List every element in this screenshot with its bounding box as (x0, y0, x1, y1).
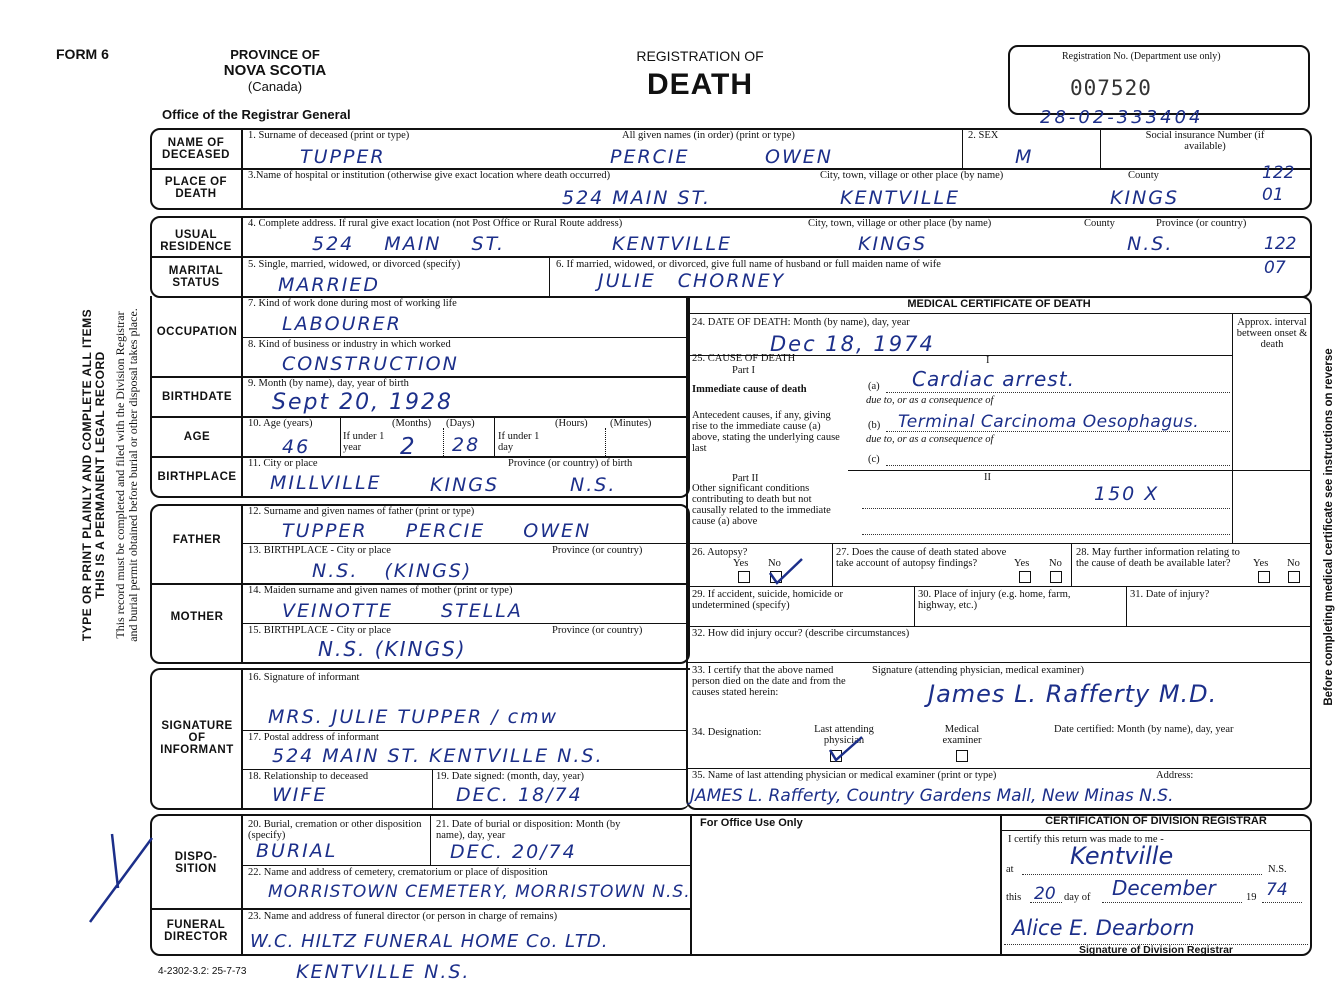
label-father: 12. Surname and given names of father (print or type) (248, 506, 475, 517)
label-roman1: I (986, 355, 990, 366)
value-birth-province: N.S. (570, 474, 617, 496)
side-text-legal-1: THIS IS A PERMANENT LEGAL RECORD (93, 351, 107, 599)
label-work: 7. Kind of work done during most of working life (248, 298, 457, 309)
value-cause-a: Cardiac arrest. (912, 367, 1075, 391)
value-birth-county: KINGS (430, 474, 500, 496)
section-father: FATHER (172, 534, 222, 546)
value-part2: 150 X (1094, 483, 1160, 505)
label-burial: 20. Burial, cremation or other disposition (specify) (248, 819, 422, 841)
side-text-permit (126, 175, 140, 775)
value-industry: CONSTRUCTION (282, 353, 459, 375)
label-registrar-signature: Signature of Division Registrar (1078, 944, 1234, 956)
label-findings-no: No (1049, 558, 1062, 569)
label-under-day: If under 1 day (498, 431, 540, 453)
checkbox-further-no[interactable] (1288, 571, 1300, 583)
label-date-signed: 19. Date signed: (month, day, year) (436, 771, 585, 782)
label-hours: (Hours) (555, 418, 588, 429)
value-marital: MARRIED (278, 274, 381, 296)
label-days: (Days) (446, 418, 475, 429)
label-months: (Months) (392, 418, 432, 429)
label-physician-address: Address: (1156, 770, 1194, 781)
label-res-province: Province (or country) (1156, 218, 1247, 229)
label-registrar-day-of: day of (1064, 892, 1091, 903)
label-accident: 29. If accident, suicide, homicide or undetermined (specify) (692, 589, 844, 611)
value-cause-b: Terminal Carcinoma Oesophagus. (898, 412, 1200, 432)
value-physician-name: JAMES L. Rafferty, Country Gardens Mall, New Minas N.S. (690, 786, 1174, 806)
province-line1: PROVINCE OF (230, 47, 320, 62)
section-funeral-director: FUNERAL DIRECTOR (164, 919, 228, 943)
label-date-injury: 31. Date of injury? (1130, 589, 1210, 600)
section-marital-status: MARITAL STATUS (168, 265, 224, 289)
side-text-right-1: Before completing medical certificate see instructions on reverse (1323, 348, 1335, 706)
value-date-signed: DEC. 18/74 (456, 784, 583, 806)
value-occupation: LABOURER (282, 313, 402, 335)
label-father-birthplace: 13. BIRTHPLACE - City or place (248, 545, 391, 556)
label-cause-c: (c) (868, 454, 880, 465)
label-spouse: 6. If married, widowed, or divorced, give full name of husband or full maiden name of wife (556, 259, 941, 270)
side-text-permit-1: and burial permit obtained before burial or other disposal takes place. (126, 308, 140, 642)
label-findings-yes: Yes (1014, 558, 1030, 569)
section-signature-informant: SIGNATURE OF INFORMANT (160, 720, 234, 756)
label-immediate: Immediate cause of death (692, 384, 807, 395)
label-injury-how: 32. How did injury occur? (describe circumstances) (692, 628, 910, 639)
label-registrar-year-prefix: 19 (1246, 892, 1257, 903)
label-relationship: 18. Relationship to deceased (248, 771, 369, 782)
label-further-info: 28. May further information relating to the cause of death be available later? (1076, 547, 1240, 569)
value-funeral: W.C. HILTZ FUNERAL HOME Co. LTD. (250, 931, 609, 952)
label-autopsy-findings: 27. Does the cause of death stated above take account of autopsy findings? (836, 547, 1007, 569)
office-use-label: For Office Use Only (700, 817, 803, 829)
value-res-city: KENTVILLE (612, 233, 733, 255)
label-sin: Social insurance Number (if available) (1145, 130, 1265, 152)
side-text-right (1323, 217, 1337, 837)
registrar-cert-title: CERTIFICATION OF DIVISION REGISTRAR (1045, 815, 1267, 827)
value-registrar-at: Kentville (1070, 842, 1174, 870)
label-interval: Approx. interval between onset & death (1236, 317, 1308, 350)
label-due-to-2: due to, or as a consequence of (866, 434, 994, 445)
label-cause: 25. CAUSE OF DEATH (692, 353, 796, 364)
label-registrar-this: this (1006, 892, 1022, 903)
section-birthplace: BIRTHPLACE (157, 471, 237, 483)
value-relationship: WIFE (272, 784, 328, 806)
value-physician-signature: James L. Rafferty M.D. (928, 680, 1218, 708)
section-mother: MOTHER (170, 611, 224, 623)
registration-number: 007520 (1070, 76, 1152, 100)
province-block (200, 47, 350, 94)
medical-title: MEDICAL CERTIFICATE OF DEATH (907, 298, 1091, 310)
label-medical-examiner: Medical examiner (942, 724, 982, 746)
form-code: 4-2302-3.2: 25-7-73 (158, 966, 247, 977)
section-age: AGE (183, 431, 211, 443)
label-autopsy: 26. Autopsy? (692, 547, 748, 558)
label-further-yes: Yes (1253, 558, 1269, 569)
label-last-attending: Last attending physician (814, 724, 874, 746)
label-place-injury: 30. Place of injury (e.g. home, farm, highway, etc.) (918, 589, 1071, 611)
handwritten-registration-number: 28-02-333404 (1040, 107, 1204, 128)
label-physician-signature: Signature (attending physician, medical examiner) (872, 665, 1084, 676)
label-physician-name: 35. Name of last attending physician or medical examiner (print or type) (692, 770, 997, 781)
value-place-city: KENTVILLE (840, 187, 961, 209)
label-place-county: County (1128, 170, 1159, 181)
value-registrar-signature: Alice E. Dearborn (1012, 916, 1195, 940)
value-code-residence: 122 07 (1264, 234, 1297, 278)
label-res-city: City, town, village or other place (by name) (808, 218, 992, 229)
check-mark-icon (766, 556, 806, 586)
check-mark-icon (826, 734, 866, 764)
label-place-city: City, town, village or other place (by name) (820, 170, 1004, 181)
value-death-date: Dec 18, 1974 (770, 332, 935, 356)
label-surname: 1. Surname of deceased (print or type) (248, 130, 410, 141)
checkbox-findings-yes[interactable] (1019, 571, 1031, 583)
side-text-legal (93, 175, 107, 775)
label-mother: 14. Maiden surname and given names of mother (print or type) (248, 585, 513, 596)
label-res-county: County (1084, 218, 1115, 229)
value-mother: VEINOTTE STELLA (282, 600, 523, 622)
label-roman2: II (984, 472, 991, 483)
label-given-names: All given names (in order) (print or type) (622, 130, 795, 141)
value-burial-date: DEC. 20/74 (450, 841, 577, 863)
value-funeral-city: KENTVILLE N.S. (296, 961, 471, 983)
label-minutes: (Minutes) (610, 418, 652, 429)
label-registrar-ns: N.S. (1268, 864, 1287, 875)
side-text-print-1: TYPE OR PRINT PLAINLY AND COMPLETE ALL ITEMS (80, 308, 94, 642)
value-res-province: N.S. (1127, 233, 1174, 255)
checkbox-medical-examiner[interactable] (956, 750, 968, 762)
label-autopsy-no: No (768, 558, 781, 569)
value-place-street: 524 MAIN ST. (562, 187, 712, 209)
value-res-street: 524 MAIN ST. (312, 233, 506, 255)
label-registrar-certify: I certify this return was made to me - (1008, 834, 1164, 845)
value-code-place: 122 01 (1262, 163, 1295, 205)
value-registrar-day: 20 (1034, 884, 1056, 904)
checkbox-autopsy-yes[interactable] (738, 571, 750, 583)
value-disposition: BURIAL (256, 840, 338, 862)
value-age-years: 46 (282, 436, 311, 458)
label-birth-city: 11. City or place (248, 458, 318, 469)
value-surname: TUPPER (300, 146, 386, 168)
value-given1: PERCIE (610, 146, 690, 168)
label-birth-province: Province (or country) of birth (508, 458, 633, 469)
label-death-date: 24. DATE OF DEATH: Month (by name), day, year (692, 317, 910, 328)
margin-check-icon (80, 826, 160, 926)
label-under-year: If under 1 year (343, 431, 385, 453)
value-age-days: 28 (452, 434, 481, 456)
value-sex: M (1015, 146, 1034, 168)
section-name-of-deceased: NAME OF DECEASED (162, 137, 230, 161)
label-mother-province: Province (or country) (552, 625, 643, 636)
value-birth-city: MILLVILLE (270, 472, 382, 494)
value-cemetery: MORRISTOWN CEMETERY, MORRISTOWN N.S. (268, 882, 691, 902)
section-occupation: OCCUPATION (156, 326, 238, 338)
section-place-of-death: PLACE OF DEATH (164, 176, 228, 200)
label-informant-signature: 16. Signature of informant (248, 672, 360, 683)
label-address: 4. Complete address. If rural give exact location (not Post Office or Rural Route address) (248, 218, 623, 229)
label-birthdate: 9. Month (by name), day, year of birth (248, 378, 409, 389)
value-age-months: 2 (400, 434, 417, 460)
label-cause-a: (a) (868, 381, 880, 392)
value-father-birthplace: N.S. (KINGS) (312, 560, 473, 582)
death-title: DEATH (646, 68, 754, 101)
label-part2: Part II (732, 473, 759, 484)
label-sex: 2. SEX (968, 130, 999, 141)
label-autopsy-yes: Yes (733, 558, 749, 569)
value-place-county: KINGS (1110, 187, 1180, 209)
label-cause-b: (b) (868, 420, 881, 431)
label-mother-birthplace: 15. BIRTHPLACE - City or place (248, 625, 391, 636)
province-line3: (Canada) (247, 79, 303, 94)
province-line2: NOVA SCOTIA (223, 62, 327, 79)
value-father: TUPPER PERCIE OWEN (282, 520, 592, 542)
checkbox-findings-no[interactable] (1050, 571, 1062, 583)
office-title: Office of the Registrar General (162, 107, 351, 122)
section-disposition: DISPO- SITION (174, 851, 218, 875)
section-usual-residence: USUAL RESIDENCE (160, 229, 232, 253)
value-registrar-month: December (1112, 876, 1216, 900)
form-number: FORM 6 (56, 46, 109, 62)
label-due-to-1: due to, or as a consequence of (866, 395, 994, 406)
label-age: 10. Age (years) (248, 418, 313, 429)
label-industry: 8. Kind of business or industry in which worked (248, 339, 451, 350)
value-given2: OWEN (765, 146, 833, 168)
registration-number-label: Registration No. (Department use only) (1062, 51, 1221, 62)
registration-of: REGISTRATION OF (636, 48, 764, 64)
label-burial-date: 21. Date of burial or disposition: Month (by name), day, year (436, 819, 621, 841)
value-registrar-year: 74 (1266, 880, 1288, 900)
value-informant: MRS. JULIE TUPPER / cmw (268, 706, 559, 728)
label-certify: 33. I certify that the above named person died on the date and from the causes stated herein: (692, 665, 846, 698)
label-hospital: 3.Name of hospital or institution (otherwise give exact location where death occurred) (248, 170, 611, 181)
checkbox-further-yes[interactable] (1258, 571, 1270, 583)
label-registrar-at: at (1006, 864, 1014, 875)
label-designation: 34. Designation: (692, 727, 762, 738)
label-father-province: Province (or country) (552, 545, 643, 556)
label-antecedent: Antecedent causes, if any, giving rise to the immediate cause (a) above, stating the underlying cause last (692, 410, 840, 454)
label-marital: 5. Single, married, widowed, or divorced (specify) (248, 259, 461, 270)
section-birthdate: BIRTHDATE (161, 391, 233, 403)
label-funeral: 23. Name and address of funeral director (or person in charge of remains) (248, 911, 558, 922)
value-mother-birthplace: N.S. (KINGS) (318, 637, 467, 661)
label-informant-address: 17. Postal address of informant (248, 732, 379, 743)
label-other-conditions: Other significant conditions contributing to death but not causally related to the immediate cause (a) above (692, 483, 831, 527)
value-birthdate: Sept 20, 1928 (272, 390, 454, 415)
label-part1: Part I (732, 365, 756, 376)
side-text-print (80, 175, 94, 775)
side-text-filing (113, 175, 127, 775)
label-cemetery: 22. Name and address of cemetery, crematorium or place of disposition (248, 867, 548, 878)
value-informant-address: 524 MAIN ST. KENTVILLE N.S. (272, 745, 604, 767)
side-text-filing-1: This record must be completed and filed with the Division Registrar (113, 311, 127, 639)
value-res-county: KINGS (858, 233, 928, 255)
value-spouse: JULIE CHORNEY (598, 270, 786, 292)
label-further-no: No (1287, 558, 1300, 569)
label-date-certified: Date certified: Month (by name), day, year (1054, 724, 1234, 735)
